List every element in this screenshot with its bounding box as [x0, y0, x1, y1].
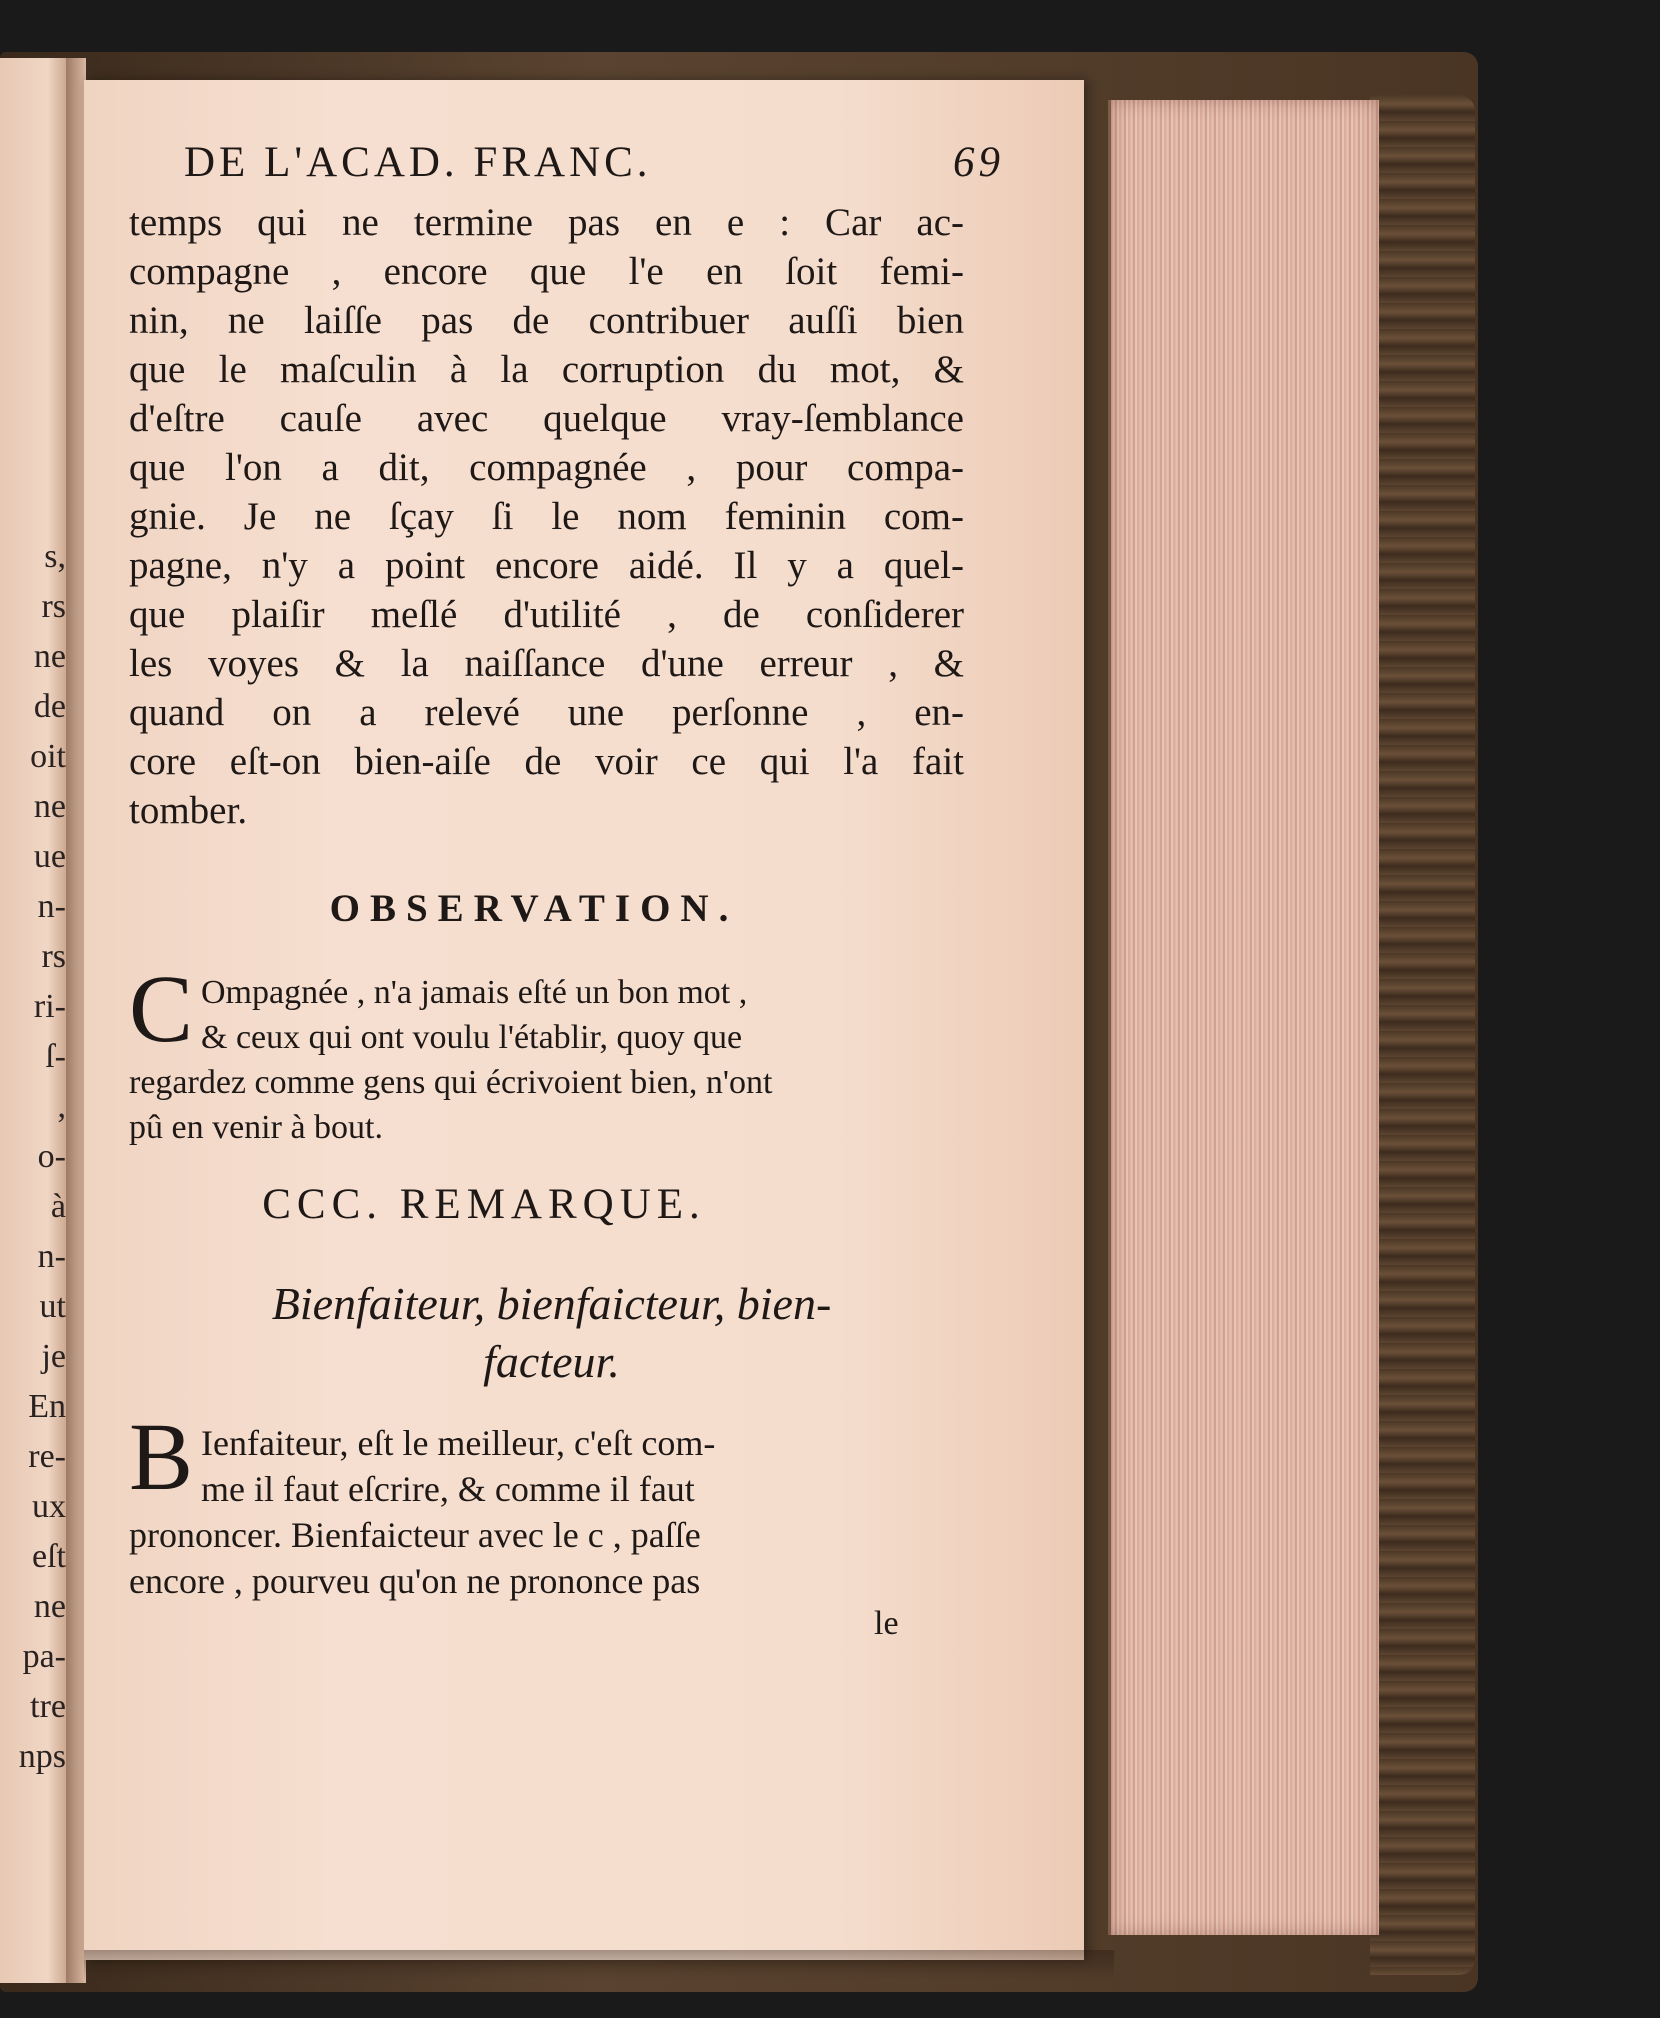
- text-line: temps qui ne termine pas en e : Car ac-: [129, 201, 964, 244]
- remarque-line: encore , pourveu qu'on ne prononce pas: [129, 1561, 701, 1601]
- gutter: [66, 58, 86, 1983]
- remarque-line: prononcer. Bienfaicteur avec le c , paſſe: [129, 1515, 701, 1555]
- fragment: ut: [39, 1288, 66, 1325]
- text-line: que l'on a dit, compagnée , pour compa-: [129, 446, 964, 489]
- text-line: core eſt-on bien-aiſe de voir ce qui l'a fait: [129, 740, 964, 783]
- fragment: ne: [33, 1588, 66, 1625]
- fragment: eſt: [32, 1538, 66, 1575]
- fragment: n-: [37, 888, 66, 925]
- previous-page-fragments: [6, 532, 66, 1782]
- observation-heading: OBSERVATION.: [329, 887, 739, 930]
- fragment: oit: [30, 738, 66, 775]
- running-head-title: DE L'ACAD. FRANC.: [184, 139, 652, 186]
- continued-text: [129, 198, 964, 835]
- page-number: 69: [953, 139, 1004, 186]
- observation-drop-cap: C: [129, 955, 194, 1062]
- book-page: [84, 80, 1084, 1960]
- fragment: je: [41, 1338, 66, 1375]
- text-line: quand on a relevé une perſonne , en-: [129, 691, 964, 734]
- fragment: ux: [32, 1488, 66, 1525]
- remarque-line: me il faut eſcrire, & comme il faut: [201, 1469, 695, 1509]
- fragment: à: [50, 1188, 66, 1225]
- remarque-heading: CCC. REMARQUE.: [262, 1181, 706, 1228]
- fragment: ,: [57, 1088, 66, 1125]
- fragment: tre: [30, 1688, 66, 1725]
- text-line: nin, ne laiſſe pas de contribuer auſſi bien: [129, 299, 964, 342]
- remarque-drop-cap: B: [129, 1403, 194, 1510]
- fragment: rs: [41, 938, 66, 975]
- fragment: ne: [33, 788, 66, 825]
- observation-paragraph: [129, 970, 959, 1150]
- previous-page: [0, 58, 68, 1983]
- running-head: [184, 138, 1004, 187]
- fragment: ne: [33, 638, 66, 675]
- text-line: les voyes & la naiſſance d'une erreur , &: [129, 642, 964, 685]
- page-edges: [1108, 100, 1379, 1935]
- fragment: de: [33, 688, 66, 725]
- fragment: En: [28, 1388, 66, 1425]
- remarque-subtitle-line: Bienfaiteur, bienfaicteur, bien-: [271, 1278, 832, 1329]
- fragment: rs: [41, 588, 66, 625]
- fragment: o-: [37, 1138, 66, 1175]
- remarque-subtitle-line: facteur.: [483, 1336, 620, 1387]
- remarque-subtitle: [184, 1275, 919, 1391]
- fragment: nps: [18, 1738, 66, 1775]
- observation-line: Ompagnée , n'a jamais eſté un bon mot ,: [201, 974, 748, 1011]
- page-shadow: [84, 1950, 1114, 1980]
- catchword: le: [874, 1605, 899, 1642]
- fragment: s,: [44, 538, 66, 575]
- fragment: ri-: [33, 988, 66, 1025]
- remarque-paragraph: [129, 1420, 989, 1604]
- fragment: re-: [28, 1438, 66, 1475]
- text-line: que le maſculin à la corruption du mot, &: [129, 348, 964, 391]
- fragment: pa-: [22, 1638, 66, 1675]
- text-line: d'eſtre cauſe avec quelque vray-ſemblance: [129, 397, 964, 440]
- text-line: compagne , encore que l'e en ſoit femi-: [129, 250, 964, 293]
- observation-line: pû en venir à bout.: [129, 1109, 383, 1146]
- book-cover-edge: [1370, 95, 1475, 1975]
- observation-line: & ceux qui ont voulu l'établir, quoy que: [201, 1019, 743, 1056]
- observation-line: regardez comme gens qui écrivoient bien, n'ont: [129, 1064, 773, 1101]
- text-line: gnie. Je ne ſçay ſi le nom feminin com-: [129, 495, 964, 538]
- fragment: ue: [33, 838, 66, 875]
- remarque-line: Ienfaiteur, eſt le meilleur, c'eſt com-: [201, 1423, 716, 1463]
- fragment: ſ-: [45, 1038, 66, 1075]
- text-line: pagne, n'y a point encore aidé. Il y a quel-: [129, 544, 964, 587]
- fragment: n-: [37, 1238, 66, 1275]
- text-line: tomber.: [129, 789, 248, 832]
- text-line: que plaiſir meſlé d'utilité , de conſiderer: [129, 593, 964, 636]
